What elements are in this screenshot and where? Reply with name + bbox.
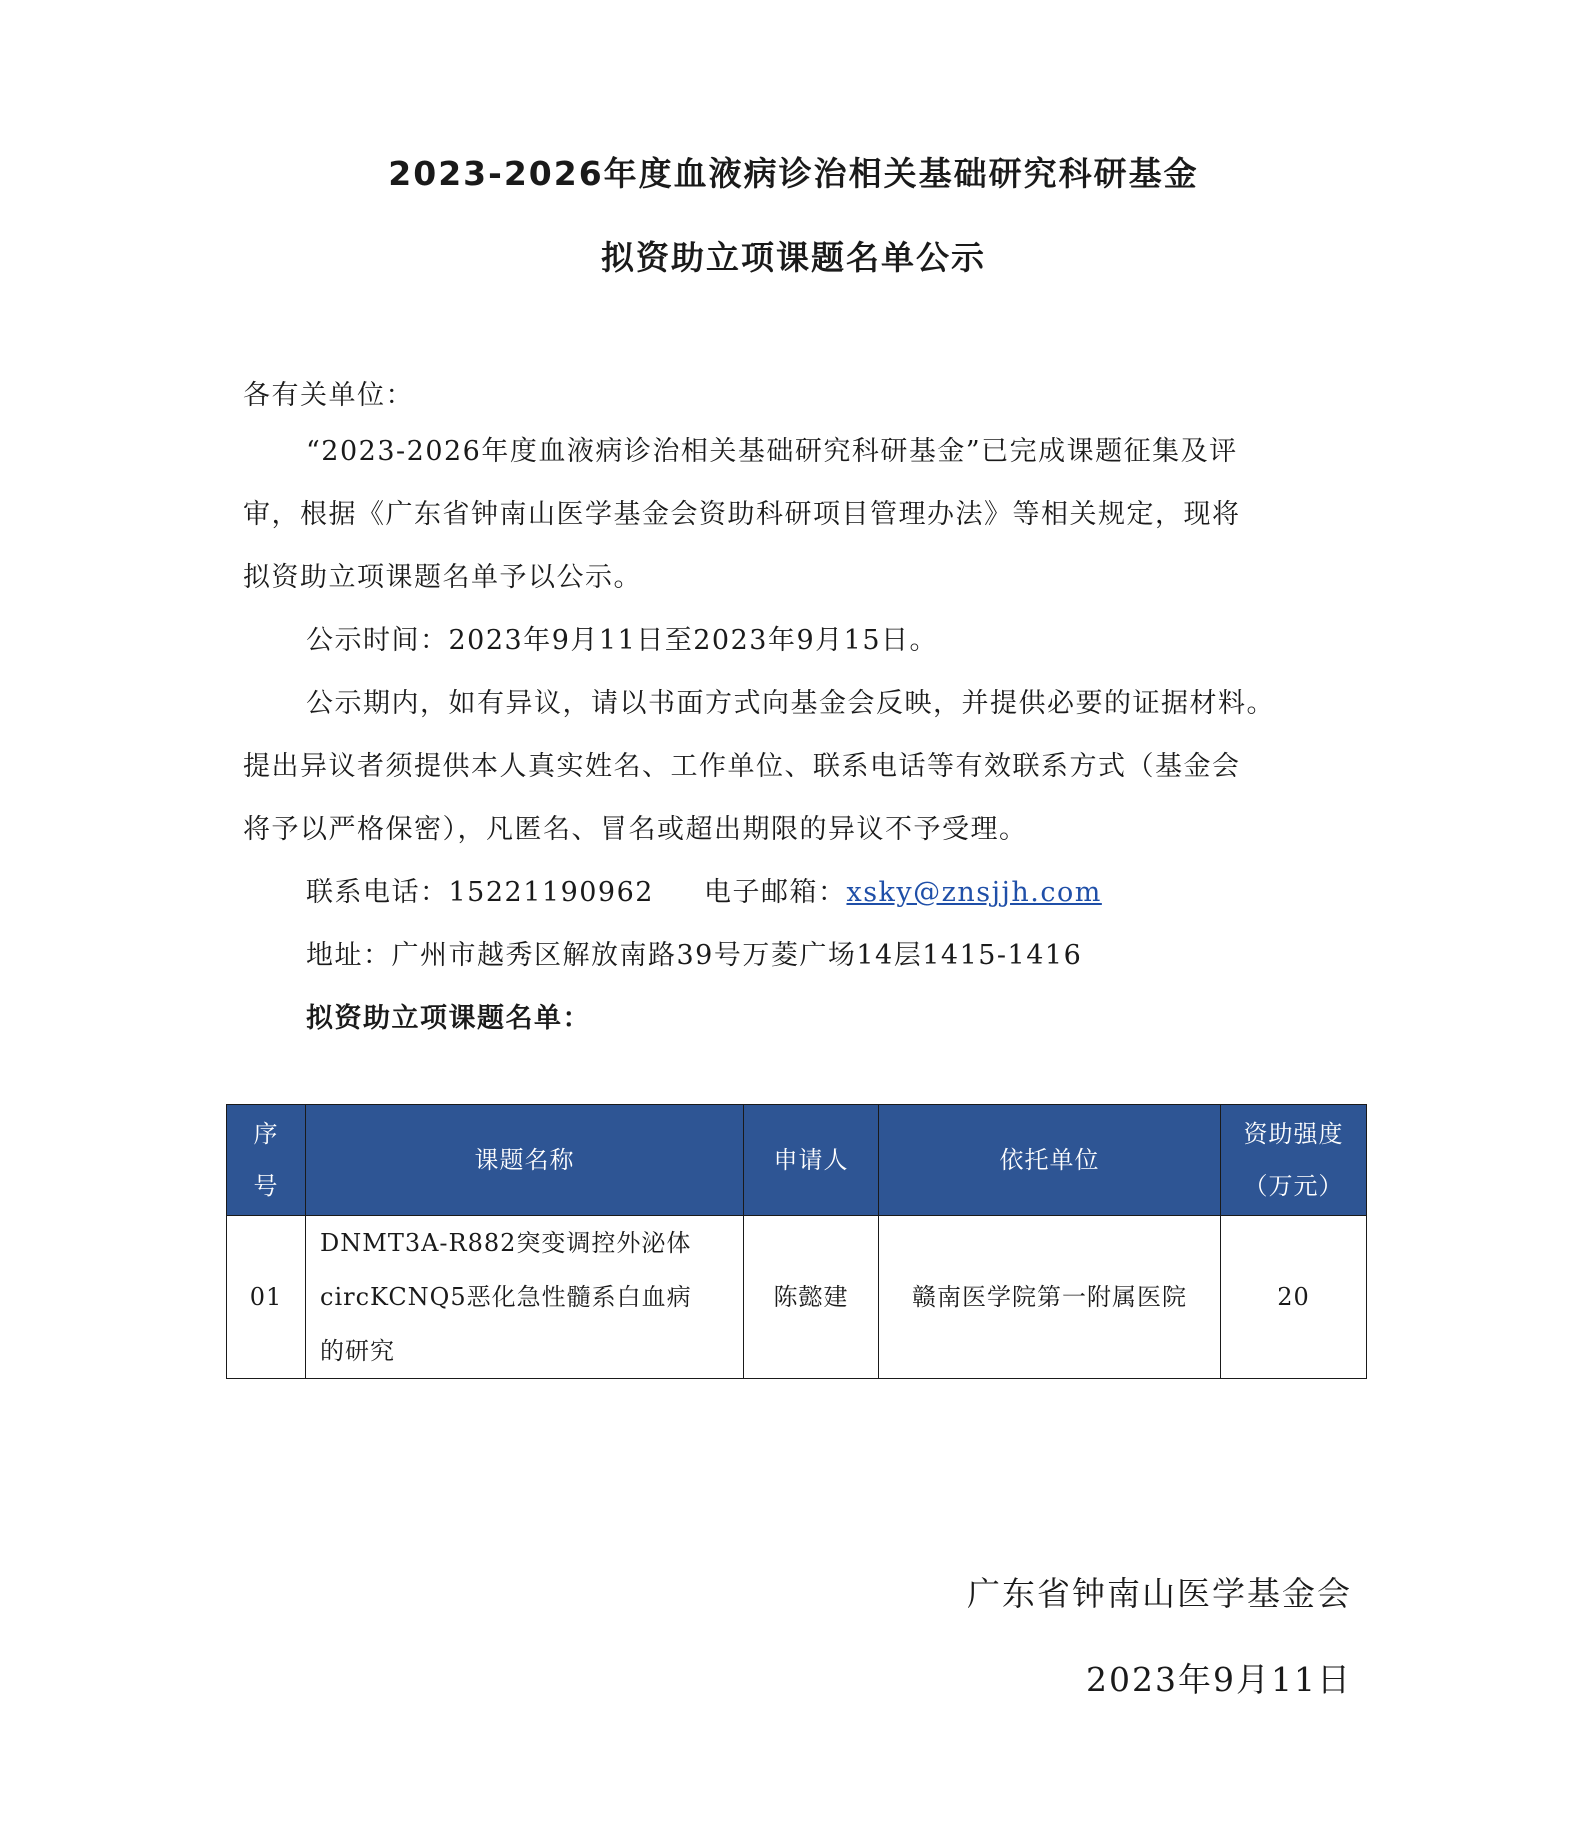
table-row — [227, 1216, 1367, 1379]
paragraph-1-line-1: “2023-2026年度血液病诊治相关基础研究科研基金”已完成课题征集及评 — [306, 436, 1238, 467]
header-no-line1: 序 — [253, 1120, 279, 1148]
salutation: 各有关单位： — [243, 380, 414, 411]
paragraph-1-line-2: 审，根据《广东省钟南山医学基金会资助科研项目管理办法》等相关规定，现将 — [243, 499, 1241, 530]
topic-line-2: circKCNQ5恶化急性髓系白血病 — [320, 1283, 692, 1311]
phone-number: 15221190962 — [448, 877, 654, 908]
cell-unit: 赣南医学院第一附属医院 — [879, 1216, 1221, 1379]
header-applicant: 申请人 — [744, 1105, 879, 1216]
document-title-line1: 2023-2026年度血液病诊治相关基础研究科研基金 — [388, 154, 1199, 193]
cell-amount: 20 — [1221, 1216, 1367, 1379]
table-header-row — [227, 1105, 1367, 1216]
phone-label: 联系电话： — [306, 877, 449, 908]
topic-line-3: 的研究 — [320, 1337, 395, 1365]
list-heading: 拟资助立项课题名单： — [306, 1003, 591, 1034]
signature-date: 2023年9月11日 — [1086, 1660, 1352, 1699]
topic-line-1: DNMT3A-R882突变调控外泌体 — [320, 1229, 692, 1257]
grant-table — [226, 1104, 1367, 1379]
header-topic: 课题名称 — [306, 1105, 744, 1216]
cell-no: 01 — [227, 1216, 306, 1379]
paragraph-1-line-3: 拟资助立项课题名单予以公示。 — [243, 562, 642, 593]
paragraph-3-line-2: 提出异议者须提供本人真实姓名、工作单位、联系电话等有效联系方式（基金会 — [243, 751, 1241, 782]
document-title-line2: 拟资助立项课题名单公示 — [601, 238, 986, 277]
header-amount — [1221, 1105, 1367, 1216]
header-amount-line1: 资助强度 — [1243, 1120, 1344, 1148]
header-amount-line2: （万元） — [1243, 1172, 1344, 1200]
cell-topic — [306, 1216, 744, 1379]
paragraph-3-line-1: 公示期内，如有异议，请以书面方式向基金会反映，并提供必要的证据材料。 — [306, 688, 1275, 719]
email-link[interactable]: xsky@znsjjh.com — [846, 877, 1102, 908]
email-label: 电子邮箱： — [703, 877, 847, 908]
contact-line — [306, 861, 1416, 924]
cell-applicant: 陈懿建 — [744, 1216, 879, 1379]
signature-organization: 广东省钟南山医学基金会 — [967, 1574, 1352, 1613]
header-no — [227, 1105, 306, 1216]
address: 地址：广州市越秀区解放南路39号万菱广场14层1415-1416 — [306, 940, 1083, 971]
publicity-period: 公示时间：2023年9月11日至2023年9月15日。 — [306, 625, 938, 656]
header-unit: 依托单位 — [879, 1105, 1221, 1216]
paragraph-3-line-3: 将予以严格保密），凡匿名、冒名或超出期限的异议不予受理。 — [243, 814, 1028, 845]
header-no-line2: 号 — [253, 1172, 279, 1200]
